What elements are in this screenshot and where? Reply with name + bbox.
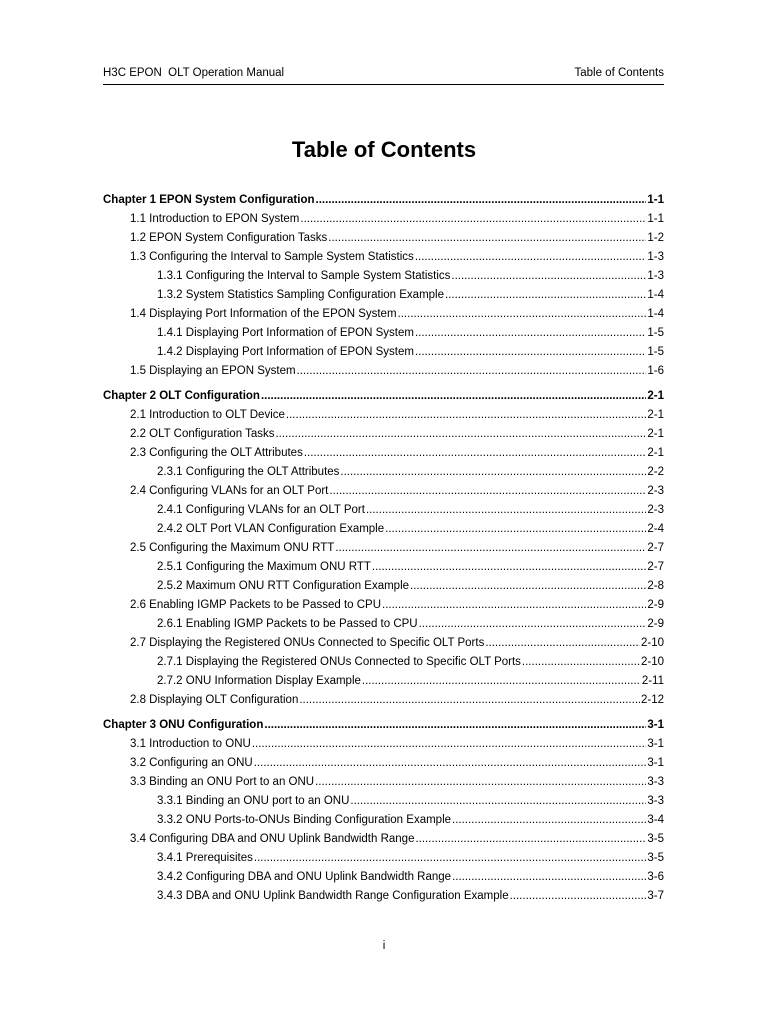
toc-entry[interactable] xyxy=(103,501,664,520)
toc-entry[interactable] xyxy=(103,343,664,362)
toc-entry[interactable] xyxy=(103,406,664,425)
toc-dot-leader xyxy=(372,558,646,577)
toc-entry[interactable] xyxy=(103,248,664,267)
toc-entry-title: 1.4 Displaying Port Information of the EPON System xyxy=(130,308,397,320)
toc-dot-leader xyxy=(382,596,646,615)
toc-entry[interactable] xyxy=(103,735,664,754)
toc-entry-title: 1.3.2 System Statistics Sampling Configuration Example xyxy=(157,289,444,301)
toc-entry-page: 1-4 xyxy=(647,289,664,301)
toc-entry[interactable] xyxy=(103,210,664,229)
toc-dot-leader xyxy=(415,830,646,849)
toc-chapter-entry[interactable] xyxy=(103,191,664,210)
toc-entry-page: 2-2 xyxy=(647,466,664,478)
toc-entry-page: 3-1 xyxy=(647,757,664,769)
toc-dot-leader xyxy=(522,653,640,672)
page-title: Table of Contents xyxy=(291,137,477,162)
toc-dot-leader xyxy=(445,286,646,305)
toc-entry-title: Chapter 1 EPON System Configuration xyxy=(103,194,315,206)
toc-entry-page: 1-6 xyxy=(647,365,664,377)
toc-dot-leader xyxy=(264,716,646,735)
toc-entry-page: 3-5 xyxy=(647,852,664,864)
toc-entry[interactable] xyxy=(103,653,664,672)
toc-dot-leader xyxy=(385,520,646,539)
toc-entry-title: Chapter 3 ONU Configuration xyxy=(103,719,264,731)
toc-dot-leader xyxy=(252,735,647,754)
toc-entry-title: 1.1 Introduction to EPON System xyxy=(130,213,300,225)
toc-dot-leader xyxy=(254,754,647,773)
running-header-left: H3C EPON OLT Operation Manual xyxy=(103,67,285,79)
toc-entry-title: 3.1 Introduction to ONU xyxy=(130,738,251,750)
toc-entry-page: 2-1 xyxy=(647,428,664,440)
toc-entry[interactable] xyxy=(103,792,664,811)
toc-entry-page: 2-10 xyxy=(640,637,664,649)
toc-dot-leader xyxy=(410,577,646,596)
toc-entry[interactable] xyxy=(103,596,664,615)
toc-entry-page: 3-6 xyxy=(647,871,664,883)
toc-dot-leader xyxy=(299,691,640,710)
toc-entry[interactable] xyxy=(103,444,664,463)
toc-entry-title: 2.6 Enabling IGMP Packets to be Passed to CPU xyxy=(130,599,382,611)
toc-dot-leader xyxy=(261,387,646,406)
toc-entry[interactable] xyxy=(103,811,664,830)
toc-chapter-entry[interactable] xyxy=(103,716,664,735)
toc-dot-leader xyxy=(362,672,641,691)
toc-entry[interactable] xyxy=(103,868,664,887)
toc-dot-leader xyxy=(366,501,646,520)
toc-dot-leader xyxy=(485,634,640,653)
running-header-right: Table of Contents xyxy=(574,67,664,79)
toc-entry-page: 1-4 xyxy=(647,308,664,320)
toc-dot-leader xyxy=(510,887,647,906)
toc-entry-page: 2-4 xyxy=(647,523,664,535)
toc-entry[interactable] xyxy=(103,305,664,324)
toc-entry-page: 1-5 xyxy=(647,346,664,358)
toc-dot-leader xyxy=(451,267,646,286)
toc-dot-leader xyxy=(300,210,646,229)
toc-dot-leader xyxy=(340,463,646,482)
toc-entry-page: 3-7 xyxy=(647,890,664,902)
toc-entry-page: 3-1 xyxy=(647,719,664,731)
toc-dot-leader xyxy=(452,811,646,830)
toc-entry[interactable] xyxy=(103,672,664,691)
toc-entry[interactable] xyxy=(103,849,664,868)
toc-dot-leader xyxy=(254,849,646,868)
toc-entry-page: 1-1 xyxy=(647,213,664,225)
toc-entry[interactable] xyxy=(103,691,664,710)
toc-entry-title: 2.6.1 Enabling IGMP Packets to be Passed to CPU xyxy=(157,618,418,630)
toc-entry-page: 2-7 xyxy=(647,561,664,573)
toc-entry-title: 1.2 EPON System Configuration Tasks xyxy=(130,232,328,244)
toc-entry-title: 2.4.2 OLT Port VLAN Configuration Example xyxy=(157,523,385,535)
toc-entry-page: 2-9 xyxy=(647,618,664,630)
toc-entry-page: 2-9 xyxy=(647,599,664,611)
toc-entry[interactable] xyxy=(103,286,664,305)
toc-entry-title: 2.7 Displaying the Registered ONUs Connected to Specific OLT Ports xyxy=(130,637,485,649)
toc-entry-title: 1.5 Displaying an EPON System xyxy=(130,365,296,377)
toc-entry-title: 1.3.1 Configuring the Interval to Sample System Statistics xyxy=(157,270,451,282)
toc-entry-page: 3-1 xyxy=(647,738,664,750)
toc-entry-title: 1.4.2 Displaying Port Information of EPON System xyxy=(157,346,414,358)
toc-entry[interactable] xyxy=(103,463,664,482)
toc-dot-leader xyxy=(350,792,646,811)
toc-entry-title: 2.3 Configuring the OLT Attributes xyxy=(130,447,303,459)
toc-dot-leader xyxy=(419,615,647,634)
toc-entry-page: 1-5 xyxy=(647,327,664,339)
toc-entry-title: 2.7.1 Displaying the Registered ONUs Connected to Specific OLT Ports xyxy=(157,656,521,668)
toc-dot-leader xyxy=(316,191,647,210)
toc-entry[interactable] xyxy=(103,634,664,653)
toc-dot-leader xyxy=(286,406,646,425)
toc-entry-title: 2.5.2 Maximum ONU RTT Configuration Example xyxy=(157,580,410,592)
toc-entry[interactable] xyxy=(103,577,664,596)
toc-dot-leader xyxy=(297,362,647,381)
toc-dot-leader xyxy=(275,425,646,444)
toc-entry-title: 3.3 Binding an ONU Port to an ONU xyxy=(130,776,315,788)
toc-entry-title: 2.7.2 ONU Information Display Example xyxy=(157,675,361,687)
toc-entry[interactable] xyxy=(103,362,664,381)
toc-entry-title: 2.4 Configuring VLANs for an OLT Port xyxy=(130,485,329,497)
toc-entry[interactable] xyxy=(103,229,664,248)
toc-dot-leader xyxy=(329,482,646,501)
toc-entry-page: 2-7 xyxy=(647,542,664,554)
toc-entry-title: 2.2 OLT Configuration Tasks xyxy=(130,428,275,440)
toc-entry-page: 2-1 xyxy=(647,447,664,459)
toc-entry-title: 3.4.2 Configuring DBA and ONU Uplink Bandwidth Range xyxy=(157,871,452,883)
toc-entry-page: 2-8 xyxy=(647,580,664,592)
toc-entry-page: 2-1 xyxy=(647,409,664,421)
toc-entry[interactable] xyxy=(103,773,664,792)
toc-entry-page: 2-3 xyxy=(647,504,664,516)
toc-entry-title: 2.5.1 Configuring the Maximum ONU RTT xyxy=(157,561,371,573)
toc-entry[interactable] xyxy=(103,425,664,444)
toc-entry[interactable] xyxy=(103,520,664,539)
toc-entry-title: 2.1 Introduction to OLT Device xyxy=(130,409,285,421)
toc-entry-title: 3.3.1 Binding an ONU port to an ONU xyxy=(157,795,350,807)
toc-entry-title: 3.4.1 Prerequisites xyxy=(157,852,253,864)
toc-entry-title: 3.4.3 DBA and ONU Uplink Bandwidth Range Configuration Example xyxy=(157,890,509,902)
toc-dot-leader xyxy=(315,773,646,792)
toc-dot-leader xyxy=(415,324,646,343)
toc-dot-leader xyxy=(398,305,647,324)
toc-dot-leader xyxy=(452,868,646,887)
toc-entry-page: 2-1 xyxy=(647,390,664,402)
header-divider xyxy=(103,84,664,85)
toc-dot-leader xyxy=(415,343,646,362)
toc-entry[interactable] xyxy=(103,267,664,286)
toc-entry[interactable] xyxy=(103,482,664,501)
toc-entry-page: 3-4 xyxy=(647,814,664,826)
toc-dot-leader xyxy=(415,248,647,267)
toc-entry[interactable] xyxy=(103,830,664,849)
toc-entry-page: 3-3 xyxy=(647,776,664,788)
table-of-contents xyxy=(103,191,664,906)
toc-entry-page: 3-5 xyxy=(647,833,664,845)
toc-entry-title: 2.5 Configuring the Maximum ONU RTT xyxy=(130,542,335,554)
toc-entry-title: 3.4 Configuring DBA and ONU Uplink Bandwidth Range xyxy=(130,833,415,845)
toc-entry-title: 2.3.1 Configuring the OLT Attributes xyxy=(157,466,340,478)
toc-dot-leader xyxy=(304,444,647,463)
toc-entry-page: 1-3 xyxy=(647,251,664,263)
toc-entry-title: Chapter 2 OLT Configuration xyxy=(103,390,260,402)
toc-entry-title: 2.4.1 Configuring VLANs for an OLT Port xyxy=(157,504,365,516)
toc-entry[interactable] xyxy=(103,539,664,558)
toc-dot-leader xyxy=(328,229,646,248)
toc-dot-leader xyxy=(335,539,646,558)
toc-entry-page: 2-3 xyxy=(647,485,664,497)
toc-entry[interactable] xyxy=(103,558,664,577)
toc-entry-title: 1.4.1 Displaying Port Information of EPON System xyxy=(157,327,414,339)
toc-entry[interactable] xyxy=(103,324,664,343)
toc-entry-page: 2-12 xyxy=(640,694,664,706)
toc-entry-title: 2.8 Displaying OLT Configuration xyxy=(130,694,299,706)
toc-entry-title: 3.3.2 ONU Ports-to-ONUs Binding Configuration Example xyxy=(157,814,452,826)
toc-entry-page: 3-3 xyxy=(647,795,664,807)
toc-entry-page: 1-2 xyxy=(647,232,664,244)
toc-entry[interactable] xyxy=(103,615,664,634)
toc-entry-page: 1-1 xyxy=(647,194,664,206)
toc-entry-page: 2-10 xyxy=(640,656,664,668)
toc-entry-title: 1.3 Configuring the Interval to Sample System Statistics xyxy=(130,251,414,263)
toc-entry-title: 3.2 Configuring an ONU xyxy=(130,757,253,769)
toc-entry[interactable] xyxy=(103,887,664,906)
page-number: i xyxy=(382,940,386,952)
toc-entry-page: 1-3 xyxy=(647,270,664,282)
toc-entry[interactable] xyxy=(103,754,664,773)
toc-chapter-entry[interactable] xyxy=(103,387,664,406)
toc-entry-page: 2-11 xyxy=(641,675,664,687)
